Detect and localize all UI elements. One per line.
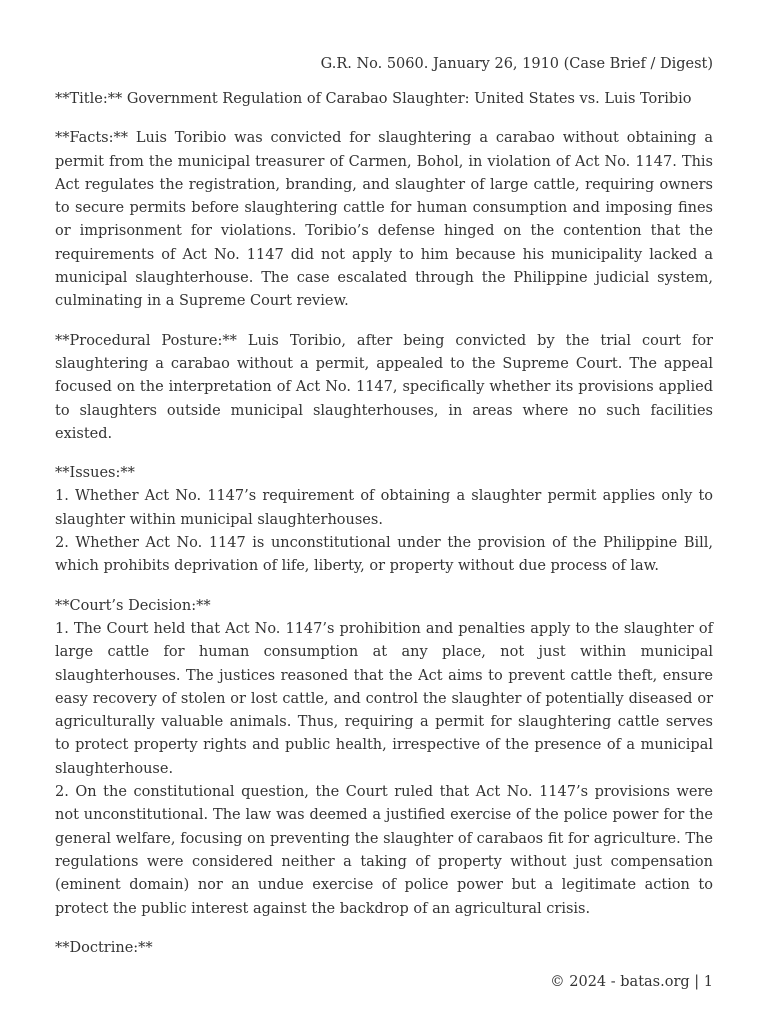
decision-item-1: 1. The Court held that Act No. 1147’s prohibition and penalties apply to the slaughter of large cattle for human consumption at any place, not just within municipal slaughterhouses. The justices reasoned that the Act aims to prevent cattle theft, ensure easy recovery of stolen or lost cattle, and control the slaughter of potentially diseased or agriculturally valuable animals. Thus, requiring a permit for slaughtering cattle serves to protect property rights and public health, irrespective of the presence of a municipal slaughterhouse. [55, 620, 713, 777]
case-reference-header: G.R. No. 5060. January 26, 1910 (Case Brief / Digest) [320, 56, 713, 72]
procedural-posture-paragraph: **Procedural Posture:** Luis Toribio, after being convicted by the trial court for slaughtering a carabao without a permit, appealed to the Supreme Court. The appeal focused on the interpretation of Act No. 1147, specifically whether its provisions applied to slaughters outside municipal slaughterhouses, in areas where no such facilities existed. [55, 332, 713, 442]
decision-section [55, 595, 713, 921]
doctrine-heading: **Doctrine:** [55, 939, 153, 956]
page-footer: © 2024 - batas.org | 1 [550, 974, 713, 990]
decision-item-2: 2. On the constitutional question, the Court ruled that Act No. 1147’s provisions were not unconstitutional. The law was deemed a justified exercise of the police power for the general welfare, focusing on preventing the slaughter of carabaos fit for agriculture. The regulations were considered neither a taking of property without just compensation (eminent domain) nor an undue exercise of police power but a legitimate action to protect the public interest against the backdrop of an agricultural crisis. [55, 784, 713, 917]
issue-item-2: 2. Whether Act No. 1147 is unconstitutional under the provision of the Philippine Bill, which prohibits deprivation of life, liberty, or property without due process of law. [55, 535, 713, 575]
issue-item-1: 1. Whether Act No. 1147’s requirement of obtaining a slaughter permit applies only to slaughter within municipal slaughterhouses. [55, 488, 713, 528]
issues-heading: **Issues:** [55, 465, 135, 482]
title-paragraph: **Title:** Government Regulation of Carabao Slaughter: United States vs. Luis Toribio [55, 91, 692, 107]
facts-paragraph: **Facts:** Luis Toribio was convicted for slaughtering a carabao without obtaining a permit from the municipal treasurer of Carmen, Bohol, in violation of Act No. 1147. This Act regulates the registration, branding, and slaughter of large cattle, requiring owners to secure permits before slaughtering cattle for human consumption and imposing fines or imprisonment for violations. Toribio’s defense hinged on the contention that the requirements of Act No. 1147 did not apply to him because his municipality lacked a municipal slaughterhouse. The case escalated through the Philippine judicial system, culminating in a Supreme Court review. [55, 130, 713, 310]
issues-section [55, 462, 713, 578]
document-page [55, 54, 713, 976]
decision-heading: **Court’s Decision:** [55, 597, 211, 614]
